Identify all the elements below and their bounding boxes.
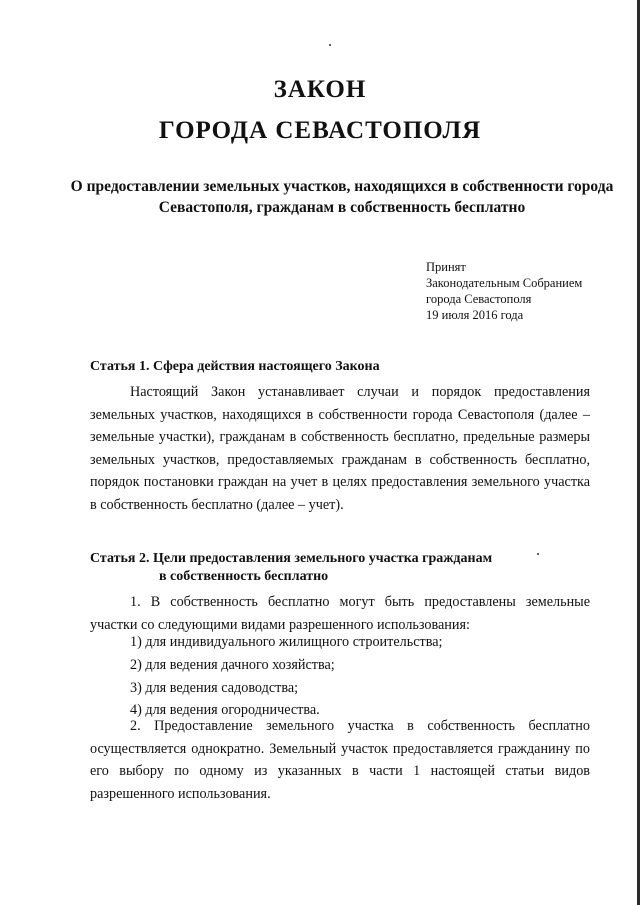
adoption-line: Законодательным Собранием: [426, 276, 583, 290]
list-item: 4) для ведения огородничества.: [130, 702, 320, 718]
adoption-date: 19 июля 2016 года: [426, 308, 524, 322]
article-2-heading: [90, 550, 492, 586]
adoption-line: Принят: [426, 260, 466, 274]
adoption-line: города Севастополя: [426, 292, 532, 306]
adoption-block: [426, 259, 582, 323]
list-item: 1) для индивидуального жилищного строительства;: [130, 634, 443, 650]
list-item: 2) для ведения дачного хозяйства;: [130, 657, 335, 673]
scan-speck: [537, 553, 539, 555]
article-1-text: Настоящий Закон устанавливает случаи и порядок предоставления земельных участков, находящихся в собственности города Севастополя (далее – земельные участки), гражданам в собственность бесплатно, предельные размеры земельных участков, предоставляемых гражданам в собственность бесплатно, порядок постановки граждан на учет в целях предоставления земельного участка в собственность бесплатно (далее – учет).: [90, 384, 590, 513]
article-2-part-2: 2. Предоставление земельного участка в собственность бесплатно осуществляется однократно. Земельный участок предоставляется гражданину по его выбору по одному из указанных в части 1 настоящей статьи видов разрешенного использования.: [90, 718, 590, 802]
scan-speck: [329, 44, 331, 46]
law-title: ЗАКОН: [273, 76, 367, 103]
article-2-part-1: 1. В собственность бесплатно могут быть предоставлены земельные участки со следующими видами разрешенного использования:: [90, 594, 590, 633]
article-1-heading: Статья 1. Сфера действия настоящего Закона: [90, 359, 380, 374]
law-subtitle: О предоставлении земельных участков, находящихся в собственности города Севастополя, гражданам в собственность бесплатно: [70, 178, 614, 216]
list-item: 3) для ведения садоводства;: [130, 680, 299, 696]
law-subject: ГОРОДА СЕВАСТОПОЛЯ: [158, 117, 482, 144]
article-2-heading-line: Статья 2. Цели предоставления земельного участка гражданам: [90, 551, 493, 566]
article-2-heading-line: в собственность бесплатно: [159, 569, 329, 584]
